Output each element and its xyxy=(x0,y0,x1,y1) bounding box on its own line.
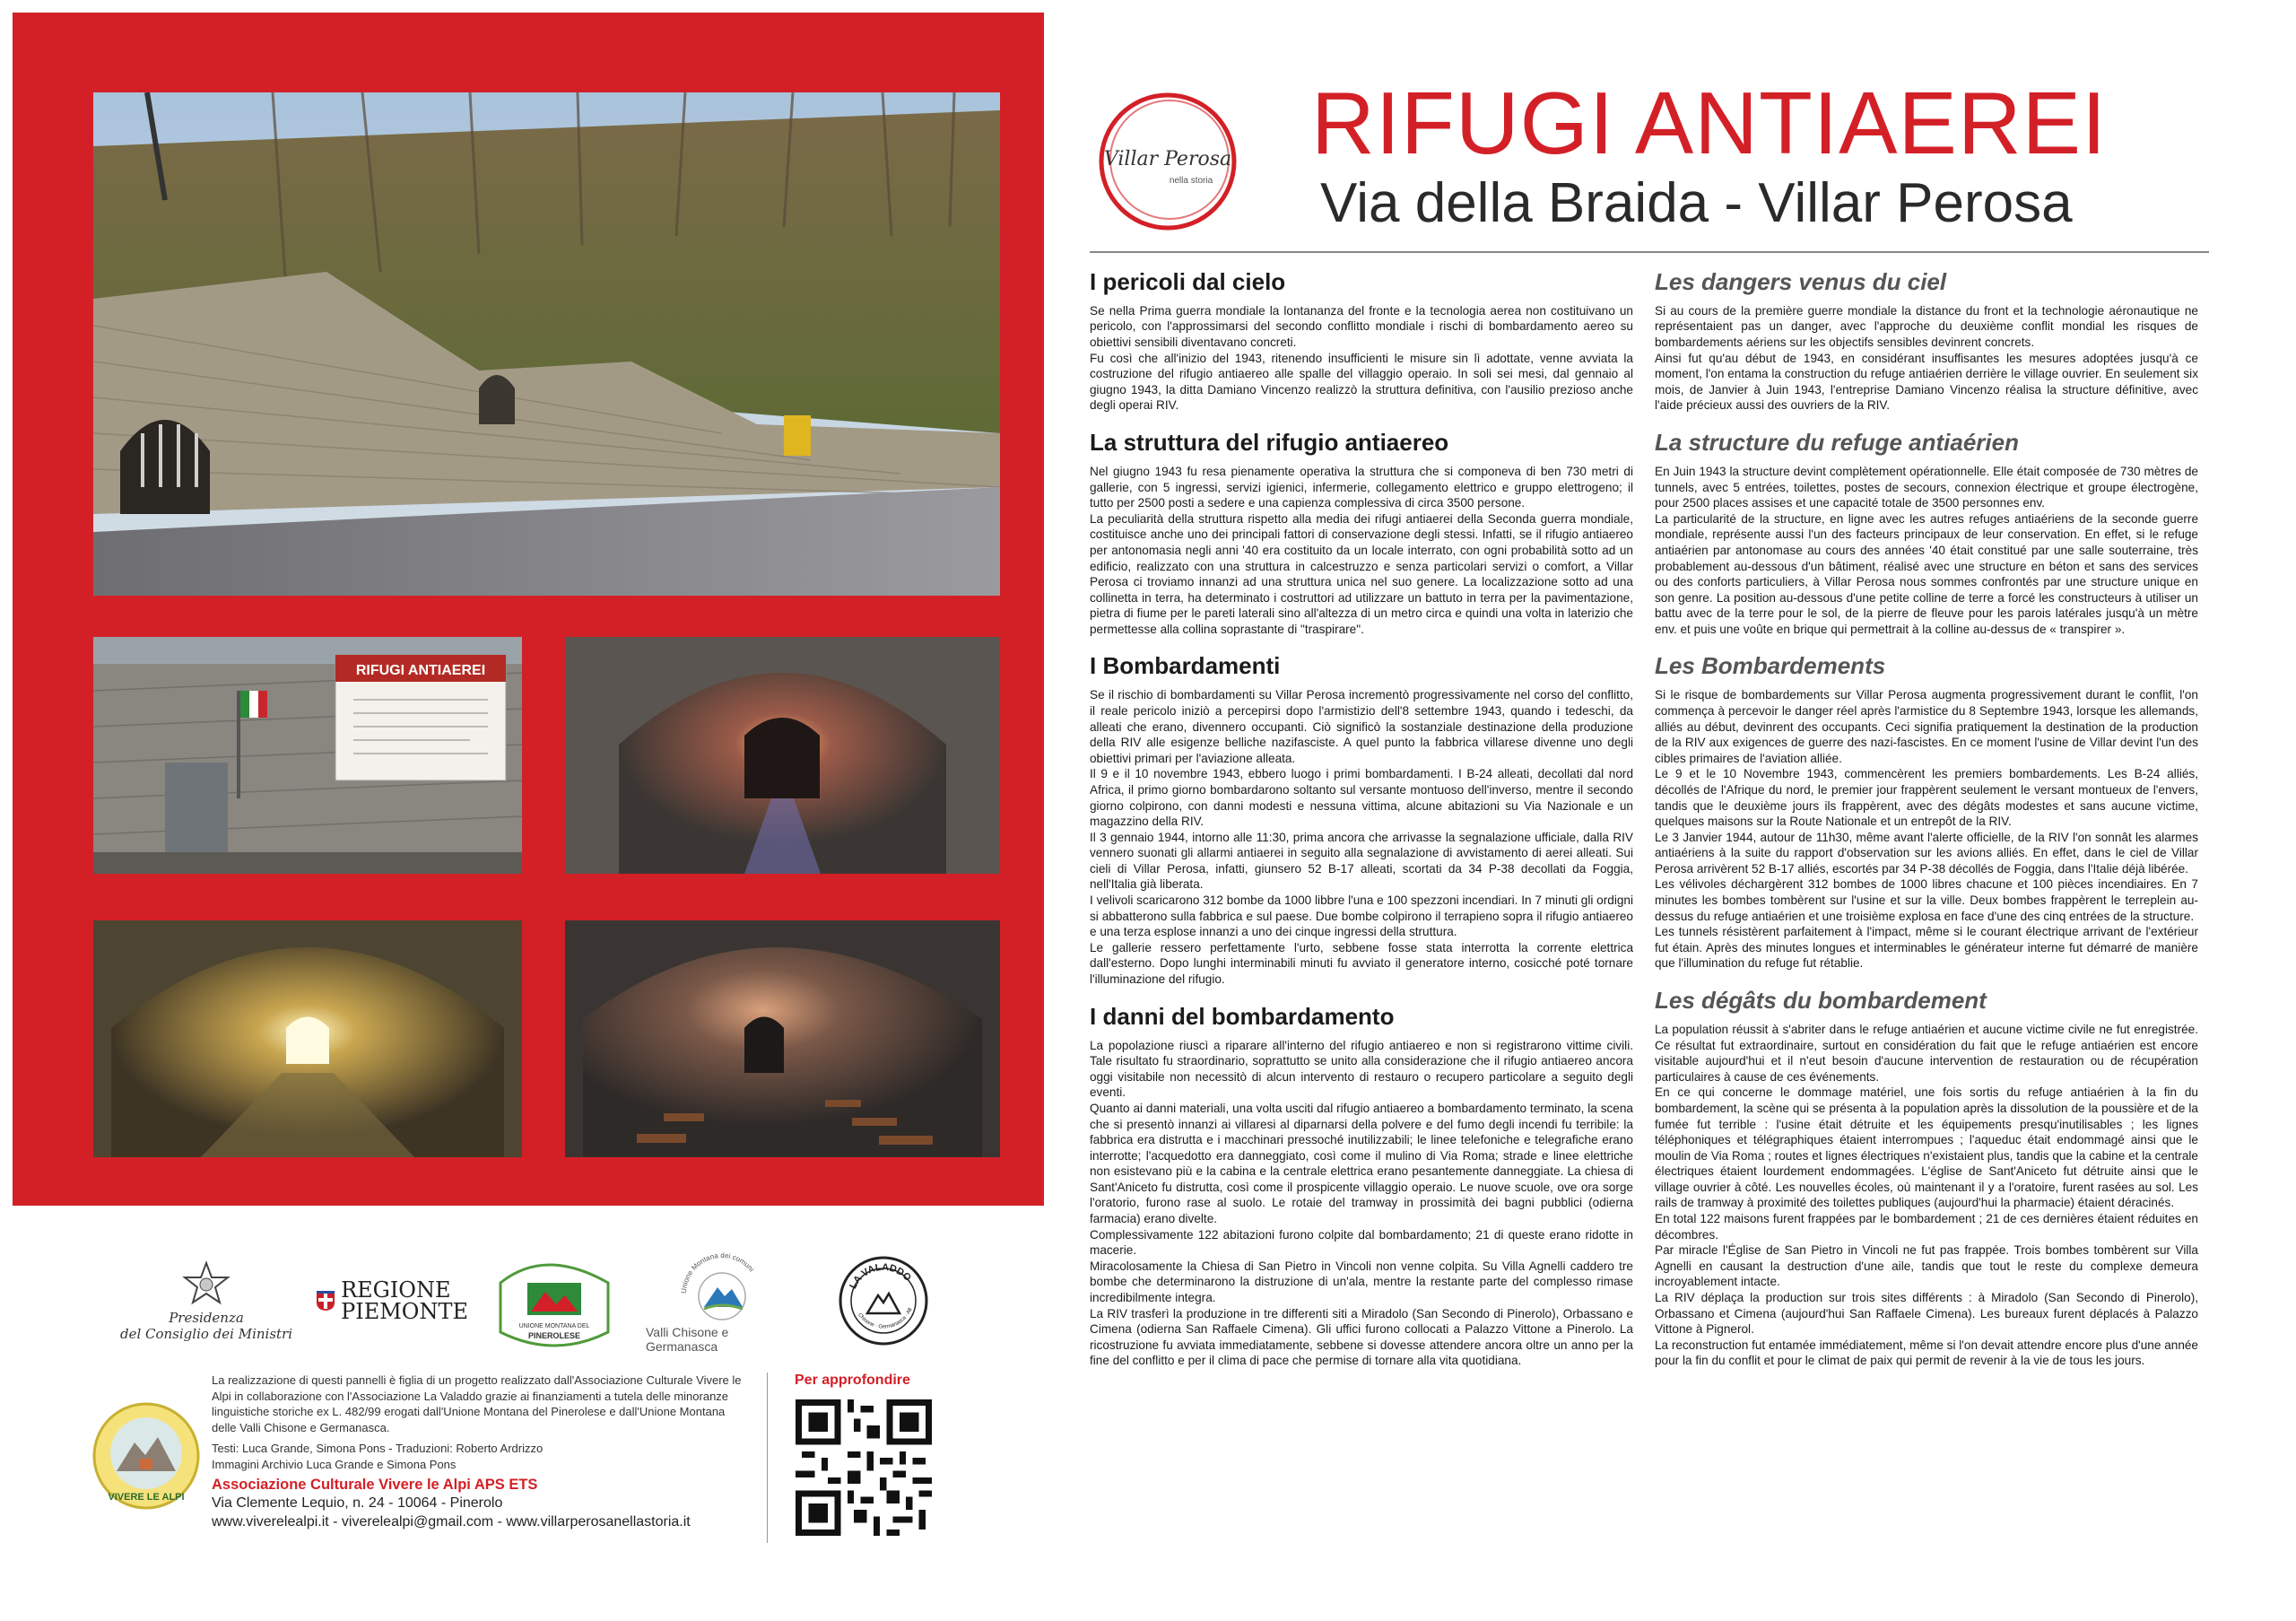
logo-subtext: nella storia xyxy=(1169,176,1213,186)
photo-lit-tunnel xyxy=(565,637,1000,874)
regione-piemonte-logo xyxy=(316,1274,468,1328)
it-heading-danni: I danni del bombardamento xyxy=(1090,1002,1395,1030)
fr-heading-degats: Les dégâts du bombardement xyxy=(1655,987,1987,1015)
italian-column xyxy=(1090,269,1633,1385)
fr-text-structure: En Juin 1943 la structure devint complètement opérationnelle. Elle était composée de 730 mètres de tunnels, avec 5 entrées, toilettes, postes de secours, connexion électrique et groupe électrogène, pour 2500 places assises et une capacité totale de 3500 personnes env. La particularité de la structure, en ligne avec les autres refuges antiaériens de la seconde guerre mondiale, représente aussi l'un des facteurs principaux de leur conservation. En effet, si le refuge antiaérien par antonomase au cours des années '40 était constitué par une salle souterraine, très probablement au-dessous d'un bâtiment, réalisé avec une structure en béton et sans des services ou des conforts particuliers, à Villar Perosa nous sommes confrontés par une structure unique en son genre. La position au-dessous d'une petite colline de terre a forcé les constructeurs à utiliser un battu avec de la terre pour le sol, de la pierre de fleuve pour les parois latérales jusqu'à un mètre env. et puis une voûte en brique qui permettrait à la colline au-dessus de « transpirer ». xyxy=(1655,464,2198,636)
association-contacts[interactable]: www.viverelealpi.it - viverelealpi@gmail.com - www.villarperosanellastoria.it xyxy=(212,1513,691,1529)
fr-heading-bombardements: Les Bombardements xyxy=(1655,652,1886,680)
fr-heading-dangers: Les dangers venus du ciel xyxy=(1655,268,1947,295)
photo-entrance-with-sign xyxy=(93,637,522,874)
footer-intro: La realizzazione di questi pannelli è figlia di un progetto realizzato dall'Associazione Culturale Vivere le Alpi in collaborazione con l'Associazione La Valaddo grazie ai finanziamenti a tutela delle minoranze linguistiche storiche ex L. 482/99 erogati dall'Unione Montana del Pinerolese e dall'Unione Montana delle Valli Chisone e Germanasca. xyxy=(212,1373,742,1434)
presidenza-line2: del Consiglio dei Ministri xyxy=(119,1326,293,1342)
footer-credits-2: Immagini Archivio Luca Grande e Simona Pons xyxy=(212,1457,457,1471)
regione-line1: REGIONE xyxy=(341,1277,451,1303)
regione-line2: PIEMONTE xyxy=(341,1299,468,1324)
it-text-danni: La popolazione riuscì a riparare all'interno del rifugio antiaereo e non si registrarono vittime civili. Tale risultato fu straordinario, soprattutto se unito alla considerazione che il rifugio antiaereo ancora oggi visitabile non necessitò di alcun intervento di restauro o recupero particolare a seguito degli eventi. Quanto ai danni materiali, una volta usciti dal rifugio antiaereo a bombardamento terminato, la scena che si presentò innanzi ai villaresi al diparnarsi della polvere e del fumo degli incendi fu terribile: la fabbrica era distrutta e i macchinari pressoché inutilizzabili; le linee telefoniche e telegrafiche erano interrotte; l'acquedotto era danneggiato, così come il mulino di Via Roma; strade e linee elettriche non esistevano più e la cabina e la centrale elettrica erano pesantemente danneggiate. La chiesa di Sant'Aniceto fu distrutta, così come il prospicente villaggio operaio. Le nuove scuole, ove ora sorge l'oratorio, furono rase al suolo. Le rotaie del tramway in prossimità dei bagni pubblici (odierna farmacia) erano divelte. Complessivamente 122 abitazioni furono colpite dal bombardamento; 21 di queste erano ridotte in macerie. Miracolosamente la Chiesa di San Pietro in Vincoli non venne colpita. Su Villa Agnelli caddero tre bombe che determinarono la distruzione di un'ala, mentre la restante parte del complesso rimase incredibilmente integra. La RIV trasferì la produzione in tre differenti siti a Miradolo (San Secondo di Pinerolo), Orbassano e Cimena (odierna San Raffaele Cimena). Gli uffici furono collocati a Palazzo Vittone a Pinerolo. La ricostruzione fu avviata immediatamente, sebbene si dovesse attendere ancora oltre un anno per la fine del conflitto e per il clima di pace che permise di tornare alla vita quotidiana. xyxy=(1090,1038,1633,1368)
valli-name: Valli Chisone e Germanasca xyxy=(646,1324,729,1354)
villar-perosa-logo xyxy=(1092,86,1243,237)
logo-text: Villar Perosa xyxy=(1103,148,1232,170)
it-heading-bombardamenti: I Bombardamenti xyxy=(1090,652,1281,680)
vivere-le-alpi-logo xyxy=(90,1399,203,1512)
footer-credits-1: Testi: Luca Grande, Simona Pons - Traduzioni: Roberto Ardrizzo xyxy=(212,1442,544,1455)
italian-emblem-icon xyxy=(181,1259,231,1310)
photo-tunnel-benches xyxy=(565,920,1000,1157)
footer-divider xyxy=(767,1373,768,1543)
it-heading-struttura: La struttura del rifugio antiaereo xyxy=(1090,429,1449,457)
sign-label: RIFUGI ANTIAEREI xyxy=(355,663,486,678)
title-divider xyxy=(1090,251,2209,253)
qr-code-icon[interactable] xyxy=(796,1399,932,1536)
vivere-logo-text: VIVERE LE ALPI xyxy=(108,1492,185,1503)
unione-line2: PINEROLESE xyxy=(527,1331,580,1340)
association-address: Via Clemente Lequio, n. 24 - 10064 - Pinerolo xyxy=(212,1495,503,1511)
main-photo-shelter-entrances xyxy=(93,92,1000,596)
it-text-struttura: Nel giugno 1943 fu resa pienamente operativa la struttura che si componeva di ben 730 metri di gallerie, con 5 ingressi, servizi igienici, infermerie, collegamento elettrico e gruppo elettrogeno; il tutto per 2500 posti a sedere e una capienza complessiva di circa 3500 persone. La peculiarità della struttura rispetto alla media dei rifugi antiaerei della Seconda guerra mondiale, costituisce anche uno dei principali fattori di conservazione degli stessi. Infatti, se il rifugio antiaereo per antonomasia negli anni '40 era costituito da un locale interrato, con ogni probabilità sotto ad un edificio, realizzato con una struttura in calcestruzzo e senza particolari servizi o comfort, a Villar Perosa ci troviamo innanzi ad una struttura unica nel suo genere. La localizzazione sotto ad una collinetta in terra, ha determinato i costruttori ad utilizzare un battuto in terra per la pavimentazione, pietra di fiume per le pareti laterali sino all'altezza di un metro circa e quindi una volta in laterizio che permettesse alla collina soprastante di "traspirare". xyxy=(1090,464,1633,636)
it-text-bombardamenti: Se il rischio di bombardamenti su Villar Perosa incrementò progressivamente nel corso del conflitto, il reale pericolo iniziò a percepirsi dopo l'armistizio dell'8 settembre 1943, quando i tedeschi, da alleati che erano, divennero occupanti. Ciò significò la sostanziale destinazione della produzione della RIV alle esigenze belliche nazifasciste. A quel punto la fabbrica villarese divenne uno degli obiettivi primari per l'aviazione alleata. Il 9 e il 10 novembre 1943, ebbero luogo i primi bombardamenti. I B-24 alleati, decollati dal nord Africa, il primo giorno bombardarono soltanto sul versante montuoso dell'inverso, mentre il secondo giorno colpirono, con danni modesti e nessuna vittima, alcune abitazioni su Via Nazionale e un magazzino della RIV. Il 3 gennaio 1944, intorno alle 11:30, prima ancora che arrivasse la segnalazione ufficiale, dalla RIV vennero suonati gli allarmi antiaerei in seguito alla segnalazione di avvistamento di aerei alleati. Sui cieli di Villar Perosa, infatti, giunsero 52 B-17 alleati, scortati da 34 P-38 decollati da Foggia, nell'Italia già liberata. I velivoli scaricarono 312 bombe da 1000 libbre l'una e 100 spezzoni incendiari. In 7 minuti gli ordigni si abbatterono sulla fabbrica e sul paese. Due bombe colpirono il terrapieno sopra il rifugio antiaereo e una terza esplose innanzi a uno dei cinque ingressi della struttura. Le gallerie ressero perfettamente l'urto, sebbene fosse stata interrotta la corrente elettrica dall'esterno. Dopo lunghi interminabili minuti fu avviato il generatore interno, cosicché poté tornare l'illuminazione del rifugio. xyxy=(1090,688,1633,987)
unione-montana-pinerolese-logo xyxy=(489,1251,619,1359)
page-subtitle: Via della Braida - Villar Perosa xyxy=(1320,172,2073,234)
la-valaddo-logo xyxy=(834,1251,933,1350)
page-title: RIFUGI ANTIAEREI xyxy=(1311,74,2108,172)
valaddo-text: LA VALADDO xyxy=(848,1261,914,1291)
unione-line1: UNIONE MONTANA DEL xyxy=(518,1323,589,1329)
fr-text-bombardements: Si le risque de bombardements sur Villar Perosa augmenta progressivement durant le conflit, l'on commença à percevoir le danger réel après l'armistice du 8 Septembre 1943, lorsque les allemands, alliés au début, devinrent des occupants. Ceci signifia pratiquement la destination de la production de la RIV aux exigences de guerre des nazi-fascistes. En ce moment l'usine de Villar devint l'un des cibles primaires de l'aviation alliée. Le 9 et le 10 Novembre 1943, commencèrent les premiers bombardements. Les B-24 alliés, décollés de l'Afrique du nord, le premier jour frappèrent seulement le versant montueux de l'envers, tandis que le deuxième jours ils frappèrent, avec des dégâts modestes et sans aucune victime, quelques maisons sur la Route Nationale et un entrepôt de la RIV. Le 3 Janvier 1944, autour de 11h30, même avant l'alerte officielle, de la RIV l'on sonnât les alarmes antiaériens à la suite du rapport d'observation sur les avions alliés. En effet, dans le ciel de Villar Perosa arrivèrent 52 B-17 alliés, escortés par 34 P-38 décollés de Foggia, dans l'Italie déjà libérée. Les vélivoles déchargèrent 312 bombes de 1000 libres chacune et 100 pièces incendiaires. En 7 minutes les bombes tombèrent sur l'usine et sur la ville. Deux bombes frappèrent le terreplein au-dessus du refuge antiaérien et une troisième explosa en face d'une des cinq entrées de la structure. Les tunnels résistèrent parfaitement à l'impact, même si le courant électrique arrivant de l'extérieur fut étain. Après des minutes longues et interminables le générateur interne fut démarré de manière que l'illumination du refuge fut rétablie. xyxy=(1655,688,2198,971)
fr-text-degats: La population réussit à s'abriter dans le refuge antiaérien et aucune victime civile ne fut enregistrée. Ce résultat fut extraordinaire, surtout en considération du fait que le refuge antiaérien est encore visitable aujourd'hui et il n'eut besoin d'aucune intervention de restauration ou de récupération particulaires à cause de ces événements. En ce qui concerne le dommage matériel, une fois sortis du refuge antiaérien à la fin du bombardement, la scène qui se présenta à la population après la dissolution de la poussière et de la fumée fut terrible : l'usine était détruite et les équipements presqu'inutilisables ; les lignes téléphoniques et télégraphiques étaient interrompues ; l'aqueduc était endommagé ainsi que le moulin de Via Roma ; routes et lignes électriques n'existaient plus, tandis que la cabine et la centrale électriques étaient lourdement endommagées. L'église de Sant'Aniceto fut détruite ainsi que le village ouvrier à côté. Les nouvelles écoles, où maintenant il y a l'oratoire, furent rasées au sol. Les rails de tramway à proximité des toilettes publiques (aujourd'hui la pharmacie) étaient déracinés. En total 122 maisons furent frappées par le bombardement ; 21 de ces dernières étaient réduites en décombres. Par miracle l'Église de San Pietro in Vincoli ne fut pas frappée. Trois bombes tombèrent sur Villa Agnelli en causant la destruction d'une aile, tandis que tout le reste du complexe demeura incroyablement intacte. La RIV déplaça la production sur trois sites différents : à Miradolo (San Secondo di Pinerolo), Orbassano et Cimena (aujourd'hui San Raffaele Cimena). Les bureaux furent déplacés à Palazzo Vittone à Pignerol. La reconstruction fut entamée immédiatement, même si l'on devait attendre encore plus d'une année pour la fin du conflit et pour le climat de paix qui permit de revenir à la vie de tous les jours. xyxy=(1655,1022,2198,1368)
valli-chisone-germanasca-logo xyxy=(646,1238,798,1359)
valli-arc-text: Unione Montana dei comuni xyxy=(679,1251,756,1294)
it-text-pericoli: Se nella Prima guerra mondiale la lontananza del fronte e la tecnologia aerea non costituivano un pericolo, con l'approssimarsi del secondo conflitto mondiale i rischi di bombardamento aereo su obiettivi sensibili diventavano concreti. Fu così che all'inizio del 1943, ritenendo insufficienti le misure sin lì adottate, venne avviata la costruzione del rifugio antiaereo alle spalle del villaggio operaio. In soli sei mesi, dal gennaio al giugno 1943, la ditta Damiano Vincenzo realizzò la struttura definitiva, con l'ausilio prezioso anche degli operai RIV. xyxy=(1090,303,1633,413)
it-heading-pericoli: I pericoli dal cielo xyxy=(1090,268,1286,295)
fr-text-dangers: Si au cours de la première guerre mondiale la distance du front et la technologie aéronautique ne représentaient pas un danger, avec l'approche du deuxième conflit mondial les risques de bombardements aériens sur les objectifs sensibles devinrent concrets. Ainsi fut qu'au début de 1943, en considérant insuffisantes les mesures adoptées jusqu'à ce moment, l'on entama la construction du refuge antiaérien derrière le village ouvrier. En seulement six mois, de Janvier à Juin 1943, l'entreprise Damiano Vincenzo réalisa la structure définitive, avec l'aide précieux aussi des ouvriers de la RIV. xyxy=(1655,303,2198,413)
valaddo-sub-text: Chisone · Germanasca · Alt xyxy=(857,1307,914,1330)
presidenza-logo xyxy=(108,1251,305,1350)
piemonte-shield-icon xyxy=(316,1279,335,1322)
svg-text:Unione Montana dei comuni xyxy=(680,1251,756,1293)
photo-tunnel-light-end xyxy=(93,920,522,1157)
french-column xyxy=(1655,269,2198,1385)
fr-heading-structure: La structure du refuge antiaérien xyxy=(1655,429,2019,457)
association-name: Associazione Culturale Vivere le Alpi APS ETS xyxy=(212,1477,538,1493)
more-info-label: Per approfondire xyxy=(795,1373,910,1388)
footer-credits xyxy=(212,1373,750,1531)
presidenza-line1: Presidenza xyxy=(169,1310,244,1326)
